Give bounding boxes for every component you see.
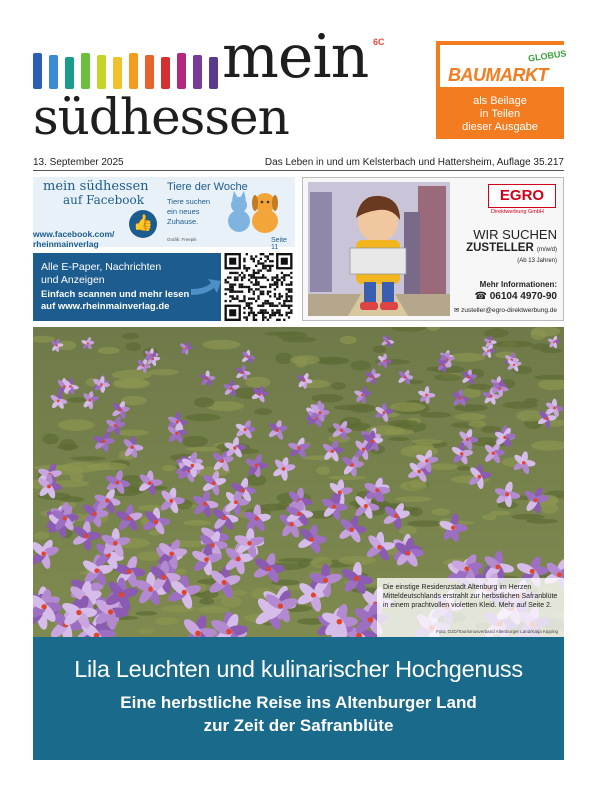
masthead-stripe xyxy=(145,55,154,89)
epaper-cta xyxy=(41,289,189,313)
edition-code: 6C xyxy=(373,37,385,47)
masthead-stripe xyxy=(113,57,122,89)
egro-headline: WIR SUCHEN xyxy=(473,227,557,242)
egro-company: Direktwerbung GmbH xyxy=(491,209,544,215)
epaper-headline xyxy=(41,261,161,287)
insert-note-line: als Beilage xyxy=(473,95,527,107)
masthead-title-mein: mein xyxy=(222,22,369,92)
pets-page-ref[interactable]: Seite 11 xyxy=(271,237,287,251)
facebook-url-line: rheinmainverlag xyxy=(33,239,99,249)
lead-subheadline xyxy=(33,691,564,737)
masthead-stripe xyxy=(177,53,186,89)
masthead-stripe xyxy=(129,53,138,89)
epaper-cta-line: Einfach scannen und mehr lesen xyxy=(41,289,190,300)
photo-caption xyxy=(377,578,564,637)
epaper-cta-line: auf www.rheinmainverlag.de xyxy=(41,301,170,312)
pets-promo-text xyxy=(167,197,210,227)
egro-age: (Ab 13 Jahren) xyxy=(517,258,557,264)
pets-of-week-promo[interactable] xyxy=(163,179,293,251)
slogan-circulation: Das Leben in und um Kelsterbach und Hattersheim, Auflage 35.217 xyxy=(264,157,564,168)
masthead-stripe xyxy=(97,55,106,89)
insert-note-line: dieser Ausgabe xyxy=(462,121,538,133)
egro-role-name: ZUSTELLER xyxy=(466,242,534,254)
pets-promo-title: Tiere der Woche xyxy=(167,181,248,193)
epaper-headline-line: Alle E-Paper, Nachrichten xyxy=(41,261,162,273)
masthead-stripe xyxy=(81,53,90,89)
pets-graphic-credit: Grafik: Freepik xyxy=(167,237,197,242)
lead-headline: Lila Leuchten und kulinarischer Hochgenuss xyxy=(74,656,523,682)
masthead-stripe xyxy=(161,57,170,89)
globus-baumarkt-insert-ad[interactable] xyxy=(436,41,568,139)
insert-logo-area xyxy=(440,45,568,87)
masthead-stripe xyxy=(193,55,202,89)
egro-email[interactable]: ✉ zusteller@egro-direktwerbung.de xyxy=(453,307,557,314)
lead-subheadline-line: zur Zeit der Safranblüte xyxy=(203,716,394,735)
masthead-stripe xyxy=(209,57,218,89)
lead-subheadline-line: Eine herbstliche Reise ins Altenburger Land xyxy=(120,693,477,712)
issue-date: 13. September 2025 xyxy=(33,157,124,168)
lead-headline-banner[interactable] xyxy=(33,637,564,760)
epaper-headline-line: und Anzeigen xyxy=(41,274,105,286)
masthead-color-stripes xyxy=(33,53,223,93)
globus-logo-text: GLOBUS xyxy=(527,48,568,64)
egro-role xyxy=(453,242,557,254)
masthead-stripe xyxy=(49,55,58,89)
pets-promo-text-line: Tiere suchen xyxy=(167,197,211,206)
newspaper-reader-illustration-icon xyxy=(308,182,450,316)
insert-note-line: in Teilen xyxy=(479,108,521,120)
facebook-promo-subtitle: auf Facebook xyxy=(63,193,145,207)
masthead-title-suedhessen: südhessen xyxy=(33,88,289,146)
egro-logo: EGRO xyxy=(488,184,556,208)
dateline-divider xyxy=(33,170,564,171)
facebook-url-line: www.facebook.com/ xyxy=(33,229,115,239)
epaper-promo[interactable] xyxy=(33,253,221,321)
saffron-crocus-photo xyxy=(33,327,564,637)
pets-promo-text-line: Zuhause. xyxy=(167,217,199,226)
cat-dog-illustration-icon xyxy=(219,183,287,235)
arrow-right-icon xyxy=(191,275,223,297)
masthead-stripe xyxy=(33,53,42,89)
egro-phone[interactable]: ☎ 06104 4970-90 xyxy=(474,291,557,302)
masthead-stripe xyxy=(65,57,74,89)
egro-info-label: Mehr Informationen: xyxy=(479,280,557,289)
qr-code[interactable] xyxy=(222,253,295,321)
thumbs-up-icon: 👍 xyxy=(129,210,157,238)
facebook-promo-title: mein südhessen xyxy=(43,179,149,194)
egro-role-suffix: (m/w/d) xyxy=(537,247,557,253)
pets-promo-text-line: ein neues xyxy=(167,207,200,216)
egro-carrier-ad[interactable] xyxy=(302,177,564,321)
facebook-url[interactable] xyxy=(33,229,114,249)
baumarkt-logo-text: BAUMARKT xyxy=(448,65,548,85)
facebook-promo[interactable] xyxy=(33,177,295,251)
photo-credit: Foto: OJD/Tourismusverband Altenburger Land/Katja Kipping xyxy=(436,629,558,634)
photo-caption-text: Die einstige Residenzstadt Altenburg im Herzen Mitteldeutschlands erstrahlt zur herbstlichen Safranblüte in einem prachtvollen violetten Kleid. Mehr auf Seite 2. xyxy=(383,584,558,609)
insert-note xyxy=(438,95,562,134)
